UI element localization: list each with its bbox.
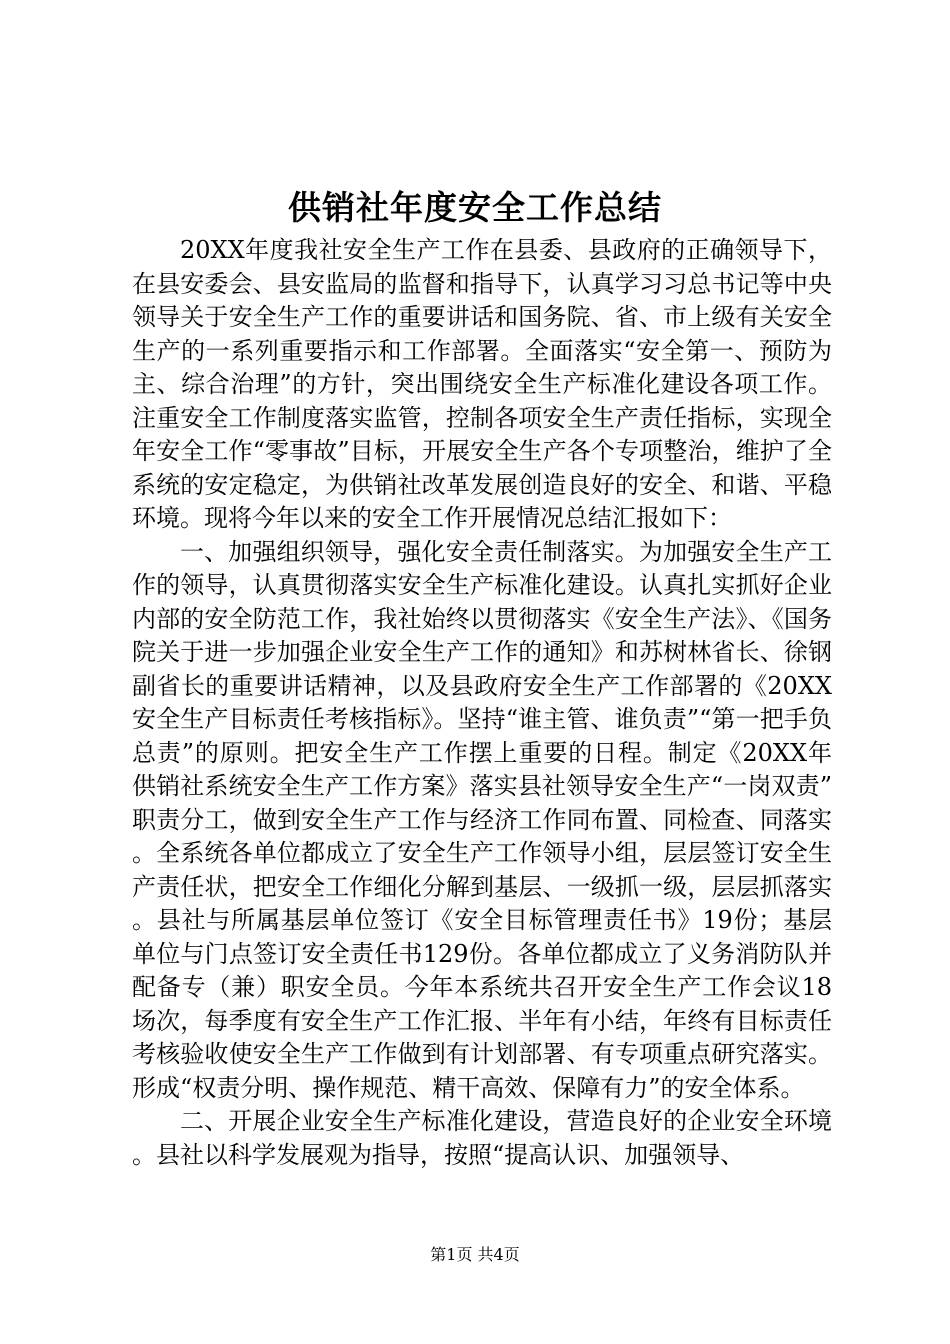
document-body <box>132 234 832 1172</box>
paragraph-section-2: 二、开展企业安全生产标准化建设，营造良好的企业安全环境。县社以科学发展观为指导，按照“提高认识、加强领导、 <box>132 1107 832 1169</box>
page-footer: 第1页 共4页 <box>430 1245 520 1264</box>
paragraph-section-1: 一、加强组织领导，强化安全责任制落实。为加强安全生产工作的领导，认真贯彻落实安全生产标准化建设。认真扎实抓好企业内部的安全防范工作，我社始终以贯彻落实《安全生产法》、《国务院关于进一步加强企业安全生产工作的通知》和苏树林省长、徐钢副省长的重要讲话精神，以及县政府安全生产工作部署的《20XX安全生产目标责任考核指标》。坚持“谁主管、谁负责”“第一把手负总责”的原则。把安全生产工作摆上重要的日程。制定《20XX年供销社系统安全生产工作方案》落实县社领导安全生产“一岗双责”职责分工，做到安全生产工作与经济工作同布置、同检查、同落实。全系统各单位都成立了安全生产工作领导小组，层层签订安全生产责任状，把安全工作细化分解到基层、一级抓一级，层层抓落实。县社与所属基层单位签订《安全目标管理责任书》19份；基层单位与门点签订安全责任书129份。各单位都成立了义务消防队并配备专（兼）职安全员。今年本系统共召开安全生产工作会议18场次，每季度有安全生产工作汇报、半年有小结，年终有目标责任考核验收使安全生产工作做到有计划部署、有专项重点研究落实。形成“权责分明、操作规范、精干高效、保障有力”的安全体系。 <box>132 537 832 1102</box>
document-title: 供销社年度安全工作总结 <box>288 188 662 227</box>
paragraph-intro: 20XX年度我社安全生产工作在县委、县政府的正确领导下，在县安委会、县安监局的监督和指导下，认真学习习总书记等中央领导关于安全生产工作的重要讲话和国务院、省、市上级有关安全生产的一系列重要指示和工作部署。全面落实“安全第一、预防为主、综合治理”的方针，突出围绕安全生产标准化建设各项工作。注重安全工作制度落实监管，控制各项安全生产责任指标，实现全年安全工作“零事故”目标，开展安全生产各个专项整治，维护了全系统的安定稳定，为供销社改革发展创造良好的安全、和谐、平稳环境。现将今年以来的安全工作开展情况总结汇报如下： <box>132 236 832 532</box>
